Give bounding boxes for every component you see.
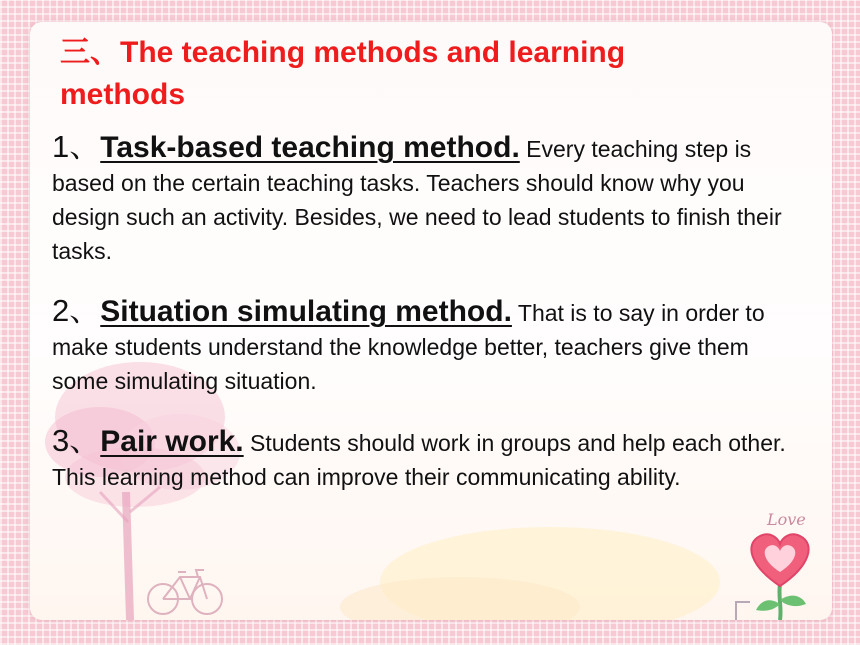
item-number: 1、 xyxy=(52,129,101,164)
item-heading: Pair work. xyxy=(100,425,244,458)
item-text: That is to say in order to make students understand the knowledge better, teachers give them some simulating situation. xyxy=(52,300,765,394)
heart-flower-icon xyxy=(730,522,832,620)
item-heading: Task-based teaching method. xyxy=(100,131,520,164)
svg-text:Love: Love xyxy=(767,510,806,529)
item-heading: Situation simulating method. xyxy=(100,295,512,328)
item-text: Students should work in groups and help each other. This learning method can improve their communicating ability. xyxy=(52,430,786,490)
item-number: 2、 xyxy=(52,293,101,328)
item-text: Every teaching step is based on the certain teaching tasks. Teachers should know why you design such an activity. Besides, we need to lead students to finish their tasks. xyxy=(52,136,782,264)
method-item-1 xyxy=(52,130,807,268)
method-item-3 xyxy=(52,424,807,494)
method-item-2 xyxy=(52,294,807,398)
item-number: 3、 xyxy=(52,423,101,458)
slide-title: 三、The teaching methods and learning methods xyxy=(60,36,626,111)
slide-card xyxy=(30,22,832,620)
bicycle-icon xyxy=(148,570,222,614)
